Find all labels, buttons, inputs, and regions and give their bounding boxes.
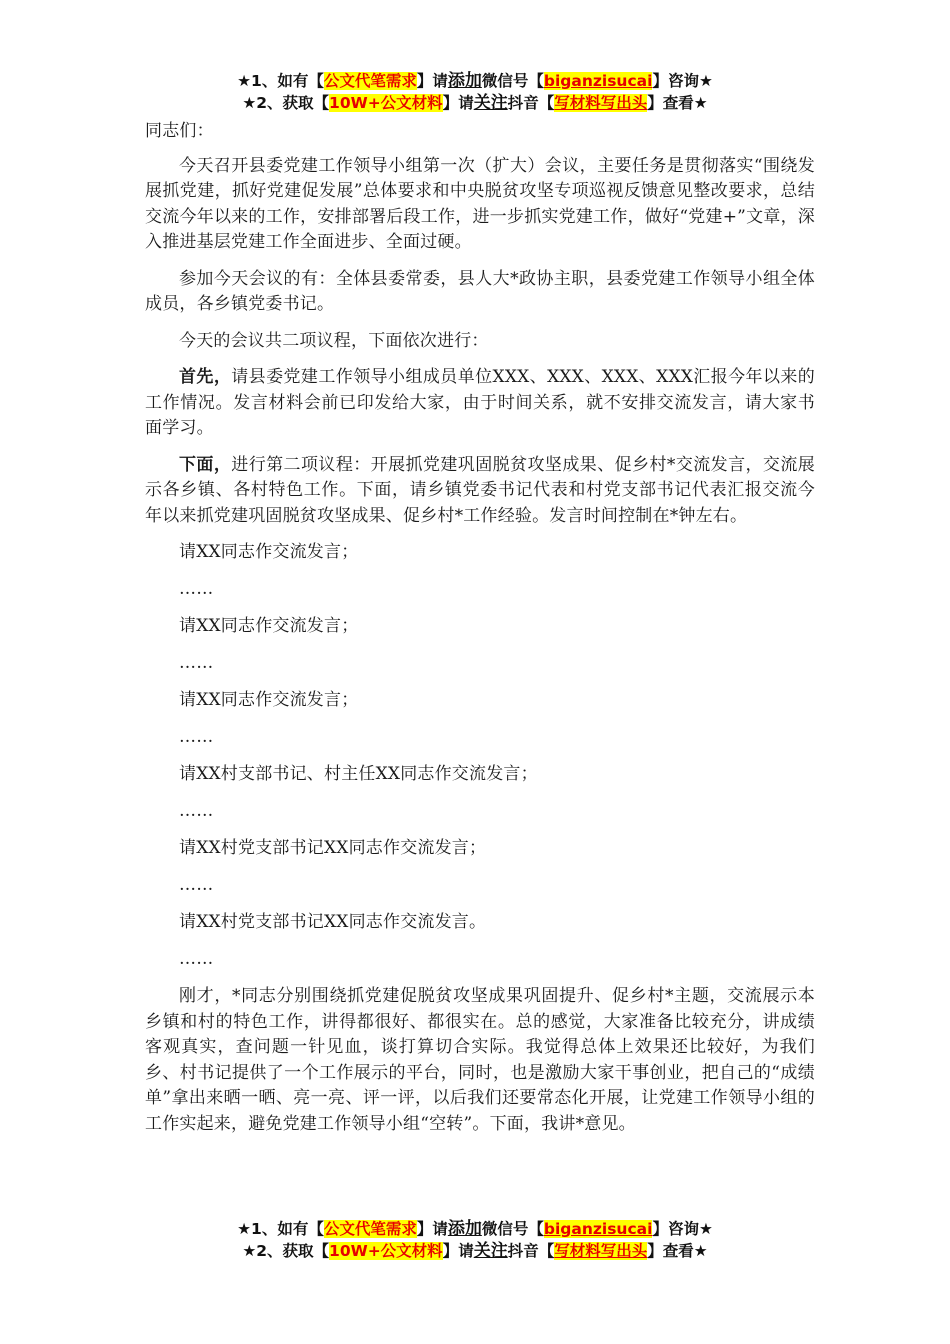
paragraph-second-item [145,453,815,530]
ellipsis-item: …… [179,949,214,969]
bottom-ad-banner [0,1218,950,1262]
banner-highlight: 公文代笔需求 [323,1220,417,1238]
paragraph-text: 进行第二项议程：开展抓党建巩固脱贫攻坚成果、促乡村*交流发言，交流展示各乡镇、各村特色工作。下面，请乡镇党委书记代表和村党支部书记代表汇报交流今年以来抓党建巩固脱贫攻坚成果、促乡村*工作经验。发言时间控制在*钟左右。 [145,454,815,526]
banner-text: ★2、获取【 [242,1242,330,1260]
ellipsis-item: …… [179,579,214,599]
banner-text: 】咨询★ [652,72,713,90]
banner-underlined: 添加 [447,1219,482,1239]
speaker-item: 请XX村党支部书记XX同志作交流发言。 [179,912,487,932]
banner-underlined: 关注 [473,93,508,113]
paragraph-text: 请县委党建工作领导小组成员单位XXX、XXX、XXX、XXX汇报今年以来的工作情况。发言材料会前已印发给大家，由于时间关系，就不安排交流发言，请大家书面学习。 [145,367,815,438]
lead-word: 首先， [179,367,232,387]
banner-text: 抖音【 [507,94,555,112]
top-ad-banner [0,70,950,114]
speaker-item: 请XX同志作交流发言； [179,690,359,710]
banner-text: 】请 [442,94,474,112]
speaker-item: 请XX村支部书记、村主任XX同志作交流发言； [179,764,538,784]
banner-text: ★1、如有【 [237,72,324,90]
ellipsis-item: …… [179,653,214,673]
banner-text: 抖音【 [507,1242,555,1260]
banner-text: 】请 [416,72,448,90]
paragraph-agenda: 今天的会议共二项议程，下面依次进行： [179,330,489,351]
banner-wechat-id: biganzisucai [543,72,653,90]
paragraph-first-item [145,365,815,442]
banner-underlined: 添加 [447,71,482,91]
banner-line-2 [0,92,950,114]
paragraph-intro: 今天召开县委党建工作领导小组第一次（扩大）会议，主要任务是贯彻落实“围绕发展抓党建，抓好党建促发展”总体要求和中央脱贫攻坚专项巡视反馈意见整改要求，总结交流今年以来的工作，安排部署后段工作，进一步抓实党建工作，做好“党建+”文章，深入推进基层党建工作全面进步、全面过硬。 [145,155,815,252]
banner-underlined: 关注 [473,1241,508,1261]
banner-text: 】查看★ [647,94,708,112]
banner-text: 微信号【 [481,72,544,90]
speaker-item: 请XX同志作交流发言； [179,542,359,562]
lead-word: 下面， [179,454,232,475]
banner-text: 微信号【 [481,1220,544,1238]
banner-text: 】咨询★ [652,1220,713,1238]
ellipsis-item: …… [179,727,214,747]
paragraph-attendees: 参加今天会议的有：全体县委常委，县人大*政协主职，县委党建工作领导小组全体成员，各乡镇党委书记。 [145,268,815,314]
banner-douyin-id: 写材料写出头 [554,1242,648,1260]
salutation: 同志们： [145,121,214,141]
banner-highlight: 10W+公文材料 [329,1242,443,1260]
ellipsis-item: …… [179,801,214,821]
speaker-item: 请XX同志作交流发言； [179,616,359,636]
banner-line-1 [0,1218,950,1240]
banner-text: ★2、获取【 [242,94,330,112]
banner-highlight: 10W+公文材料 [329,94,443,112]
paragraph-summary: 刚才，*同志分别围绕抓党建促脱贫攻坚成果巩固提升、促乡村*主题，交流展示本乡镇和村的特色工作，讲得都很好、都很实在。总的感觉，大家准备比较充分，讲成绩客观真实，查问题一针见血，谈打算切合实际。我觉得总体上效果还比较好，为我们乡、村书记提供了一个工作展示的平台，同时，也是激励大家干事创业，把自己的“成绩单”拿出来晒一晒、亮一亮、评一评，以后我们还要常态化开展，让党建工作领导小组的工作实起来，避免党建工作领导小组“空转”。下面，我讲*意见。 [145,986,815,1134]
banner-text: 】请 [416,1220,448,1238]
document-body [145,119,815,1148]
banner-line-2 [0,1240,950,1262]
banner-text: 】请 [442,1242,474,1260]
speaker-item: 请XX村党支部书记XX同志作交流发言； [179,838,487,858]
banner-text: ★1、如有【 [237,1220,324,1238]
banner-line-1 [0,70,950,92]
banner-douyin-id: 写材料写出头 [554,94,648,112]
banner-text: 】查看★ [647,1242,708,1260]
banner-wechat-id: biganzisucai [543,1220,653,1238]
ellipsis-item: …… [179,875,214,895]
banner-highlight: 公文代笔需求 [323,72,417,90]
